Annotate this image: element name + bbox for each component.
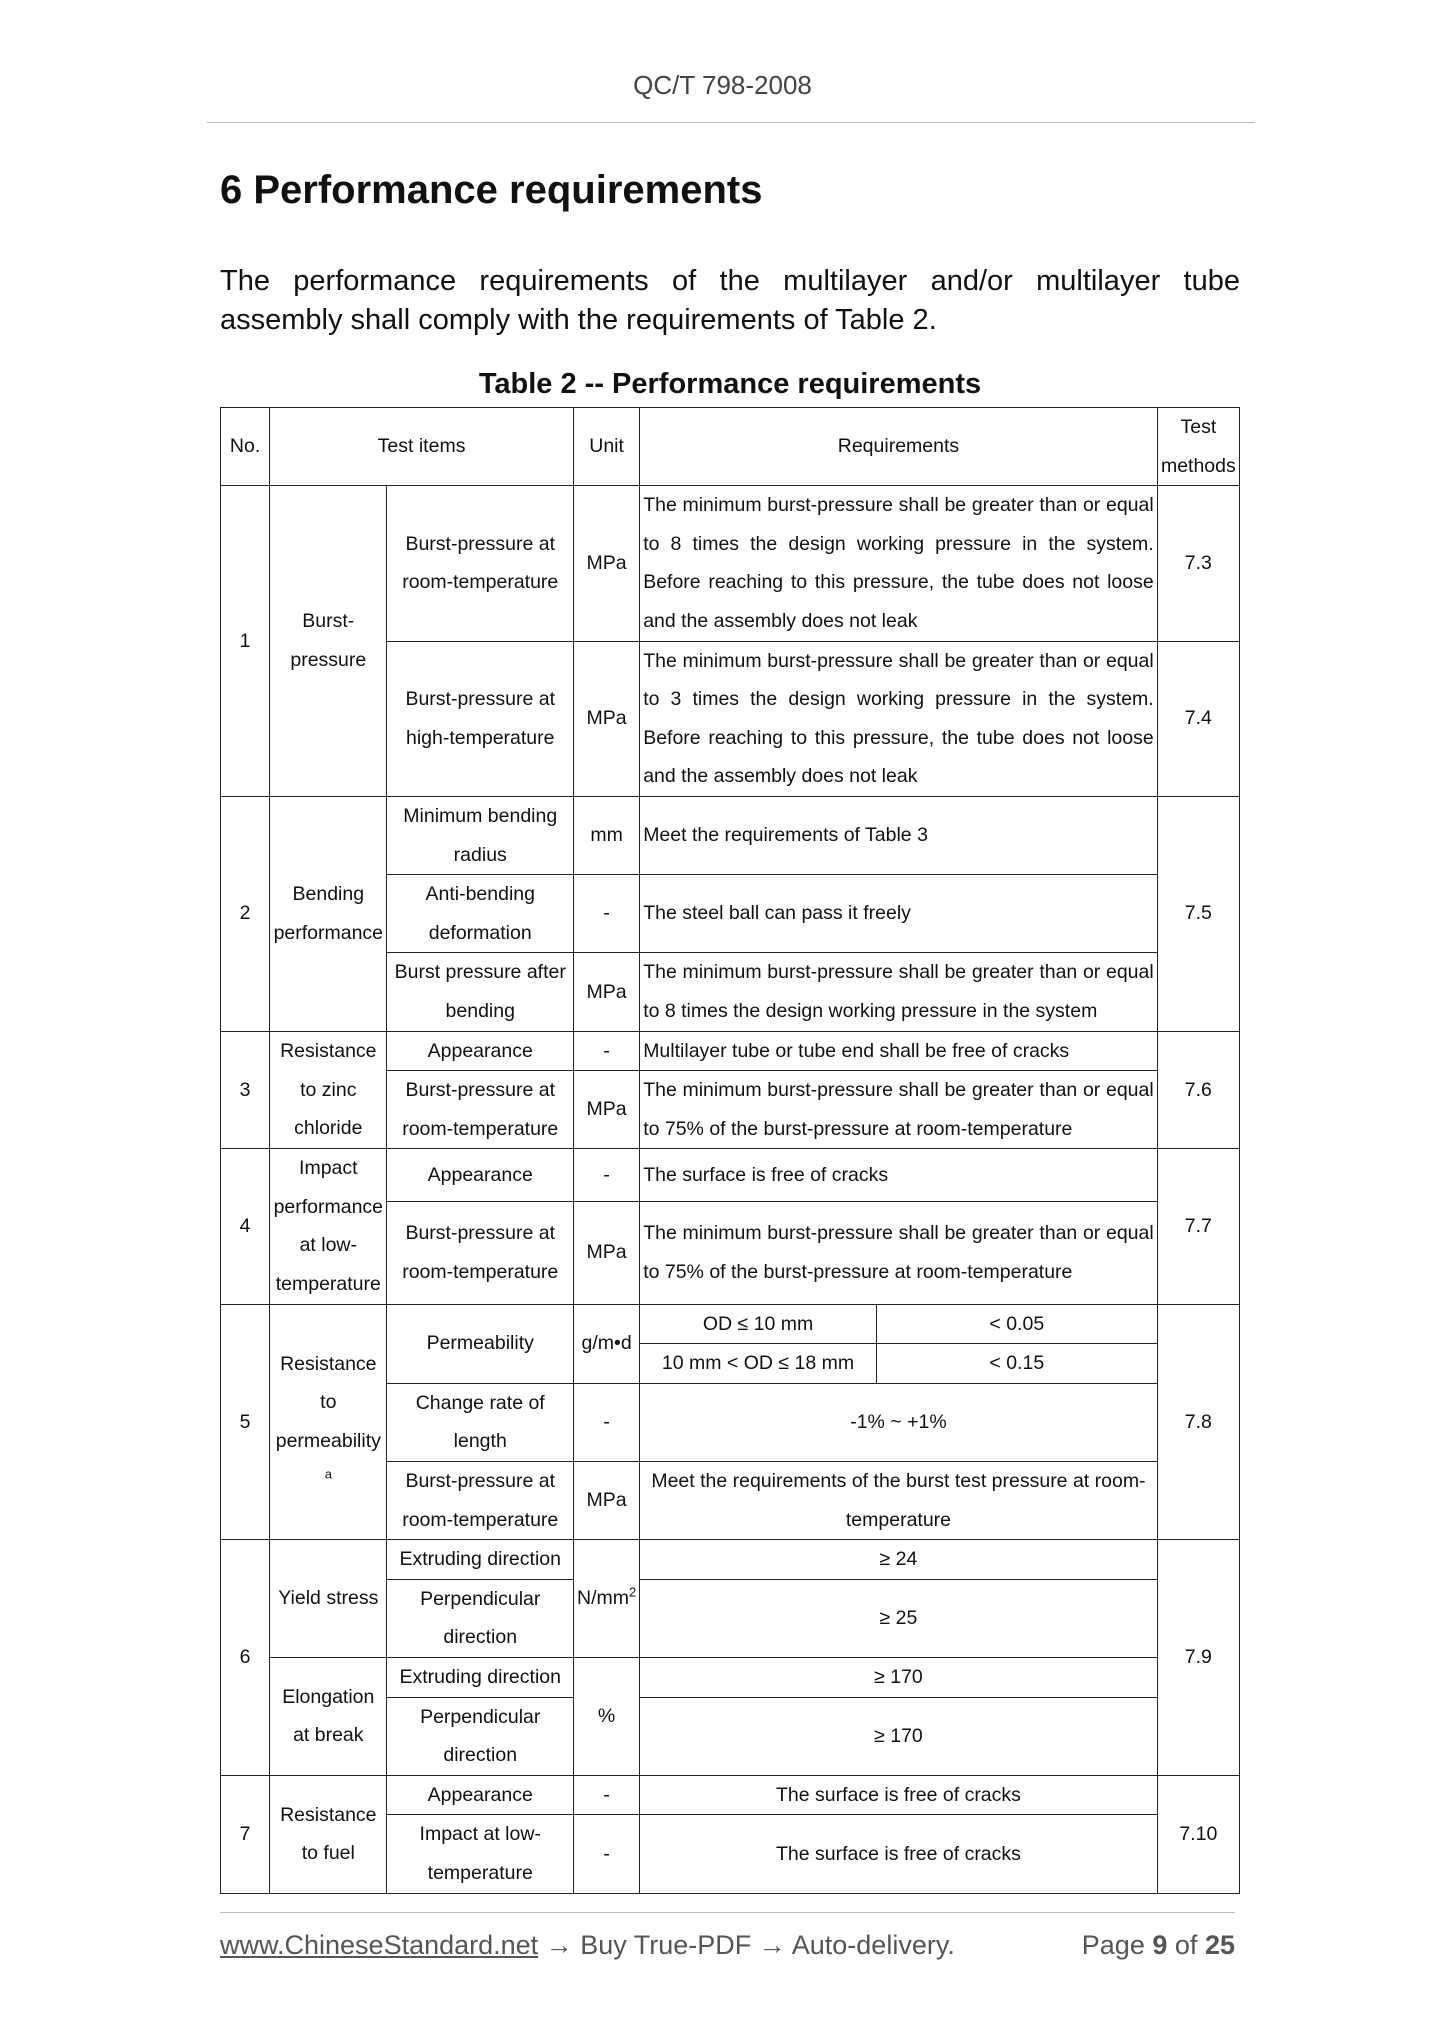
header-test-items: Test items xyxy=(270,408,574,486)
test-method: 7.4 xyxy=(1157,641,1239,796)
table-row xyxy=(221,1031,1240,1071)
requirement-cell: ≥ 170 xyxy=(640,1658,1158,1698)
requirement-cell: ≥ 24 xyxy=(640,1540,1158,1580)
requirement-cell: Meet the requirements of Table 3 xyxy=(640,796,1158,874)
page-number: 9 xyxy=(1152,1930,1168,1960)
table-row xyxy=(221,1775,1240,1815)
header-requirements: Requirements xyxy=(640,408,1158,486)
test-group-label: Resistance to permeability xyxy=(275,1352,381,1452)
table-header-row xyxy=(221,408,1240,486)
test-group xyxy=(270,1304,387,1540)
unit-label: N/mm xyxy=(577,1587,629,1610)
test-group: Elongation at break xyxy=(270,1658,387,1776)
test-group: Resistance to zinc chloride xyxy=(270,1031,387,1149)
test-group: Burst-pressure xyxy=(270,486,387,797)
section-title: 6 Performance requirements xyxy=(220,168,763,212)
header-unit: Unit xyxy=(574,408,640,486)
unit-cell: MPa xyxy=(574,641,640,796)
unit-cell: - xyxy=(574,1031,640,1071)
test-method: 7.5 xyxy=(1157,796,1239,1031)
promo-text: → Buy True-PDF → Auto-delivery. xyxy=(545,1930,955,1960)
test-item: Extruding direction xyxy=(387,1540,574,1580)
test-group: Impact performance at low-temperature xyxy=(270,1149,387,1304)
unit-cell xyxy=(574,1540,640,1658)
row-number: 7 xyxy=(221,1775,270,1893)
condition-cell: OD ≤ 10 mm xyxy=(640,1304,877,1344)
unit-cell: MPa xyxy=(574,953,640,1031)
test-item: Extruding direction xyxy=(387,1658,574,1698)
test-item: Perpendicular direction xyxy=(387,1579,574,1657)
test-method: 7.6 xyxy=(1157,1031,1239,1149)
requirement-cell: The minimum burst-pressure shall be greater than or equal to 75% of the burst-pressure at room-temperature xyxy=(640,1201,1158,1304)
table-title: Table 2 -- Performance requirements xyxy=(478,368,982,400)
test-item: Anti-bending deformation xyxy=(387,875,574,953)
row-number: 2 xyxy=(221,796,270,1031)
requirement-cell: The minimum burst-pressure shall be greater than or equal to 3 times the design working pressure in the system. Before reaching to this pressure, the tube does not loose and the assembly does not leak xyxy=(640,641,1158,796)
page-word: Page xyxy=(1081,1930,1145,1960)
test-item: Permeability xyxy=(387,1304,574,1383)
test-item: Appearance xyxy=(387,1031,574,1071)
table-row xyxy=(221,1540,1240,1580)
performance-table xyxy=(220,407,1240,1894)
test-item: Perpendicular direction xyxy=(387,1697,574,1775)
page-indicator xyxy=(1082,1930,1235,1961)
requirement-cell: ≥ 170 xyxy=(640,1697,1158,1775)
unit-cell: mm xyxy=(574,796,640,874)
table-row xyxy=(221,486,1240,641)
test-item: Burst-pressure at room-temperature xyxy=(387,1201,574,1304)
page-total: 25 xyxy=(1204,1930,1235,1960)
row-number: 4 xyxy=(221,1149,270,1304)
of-word: of xyxy=(1174,1930,1198,1960)
test-method: 7.9 xyxy=(1157,1540,1239,1776)
requirement-cell: The minimum burst-pressure shall be greater than or equal to 8 times the design working pressure in the system xyxy=(640,953,1158,1031)
requirement-cell: Meet the requirements of the burst test pressure at room-temperature xyxy=(640,1462,1158,1540)
test-item: Burst pressure after bending xyxy=(387,953,574,1031)
test-item: Impact at low-temperature xyxy=(387,1815,574,1893)
requirement-cell: The surface is free of cracks xyxy=(640,1149,1158,1201)
section-intro: The performance requirements of the multilayer and/or multilayer tube assembly shall comply with the requirements of Table 2. xyxy=(220,265,1240,336)
test-method: 7.7 xyxy=(1157,1149,1239,1304)
footnote-marker: a xyxy=(324,1466,332,1482)
row-number: 5 xyxy=(221,1304,270,1540)
requirement-cell: The surface is free of cracks xyxy=(640,1775,1158,1815)
page-footer xyxy=(220,1930,1235,1961)
test-group: Bending performance xyxy=(270,796,387,1031)
test-item: Appearance xyxy=(387,1775,574,1815)
test-method: 7.10 xyxy=(1157,1775,1239,1893)
requirement-cell: ≥ 25 xyxy=(640,1579,1158,1657)
header-test-methods: Test methods xyxy=(1157,408,1239,486)
unit-cell: MPa xyxy=(574,1201,640,1304)
test-group: Resistance to fuel xyxy=(270,1775,387,1893)
unit-cell: - xyxy=(574,1383,640,1461)
test-item: Appearance xyxy=(387,1149,574,1201)
row-number: 6 xyxy=(221,1540,270,1776)
unit-superscript: 2 xyxy=(629,1584,637,1600)
unit-cell: MPa xyxy=(574,486,640,641)
test-item: Change rate of length xyxy=(387,1383,574,1461)
requirement-cell: The minimum burst-pressure shall be greater than or equal to 75% of the burst-pressure at room-temperature xyxy=(640,1071,1158,1149)
requirement-cell: -1% ~ +1% xyxy=(640,1383,1158,1461)
test-item: Burst-pressure at high-temperature xyxy=(387,641,574,796)
requirement-cell: The surface is free of cracks xyxy=(640,1815,1158,1893)
test-method: 7.3 xyxy=(1157,486,1239,641)
requirement-cell: Multilayer tube or tube end shall be free of cracks xyxy=(640,1031,1158,1071)
unit-cell: MPa xyxy=(574,1462,640,1540)
row-number: 1 xyxy=(221,486,270,797)
table-row xyxy=(221,1149,1240,1201)
row-number: 3 xyxy=(221,1031,270,1149)
test-item: Minimum bending radius xyxy=(387,796,574,874)
value-cell: < 0.15 xyxy=(876,1344,1157,1384)
table-row xyxy=(221,1304,1240,1344)
unit-cell: - xyxy=(574,875,640,953)
requirement-cell: The minimum burst-pressure shall be greater than or equal to 8 times the design working pressure in the system. Before reaching to this pressure, the tube does not loose and the assembly does not leak xyxy=(640,486,1158,641)
unit-cell: g/m•d xyxy=(574,1304,640,1383)
unit-cell: MPa xyxy=(574,1071,640,1149)
value-cell: < 0.05 xyxy=(876,1304,1157,1344)
header-divider xyxy=(207,122,1255,123)
test-group: Yield stress xyxy=(270,1540,387,1658)
unit-cell: - xyxy=(574,1815,640,1893)
test-item: Burst-pressure at room-temperature xyxy=(387,1071,574,1149)
footer-divider xyxy=(220,1912,1235,1913)
test-method: 7.8 xyxy=(1157,1304,1239,1540)
test-item: Burst-pressure at room-temperature xyxy=(387,486,574,641)
table-row xyxy=(221,1658,1240,1698)
table-row xyxy=(221,796,1240,874)
website-link[interactable]: www.ChineseStandard.net xyxy=(220,1930,539,1960)
unit-cell: % xyxy=(574,1658,640,1776)
unit-cell: - xyxy=(574,1149,640,1201)
condition-cell: 10 mm < OD ≤ 18 mm xyxy=(640,1344,877,1384)
unit-cell: - xyxy=(574,1775,640,1815)
header-no: No. xyxy=(221,408,270,486)
document-id-header: QC/T 798-2008 xyxy=(633,70,812,100)
test-item: Burst-pressure at room-temperature xyxy=(387,1462,574,1540)
requirement-cell: The steel ball can pass it freely xyxy=(640,875,1158,953)
